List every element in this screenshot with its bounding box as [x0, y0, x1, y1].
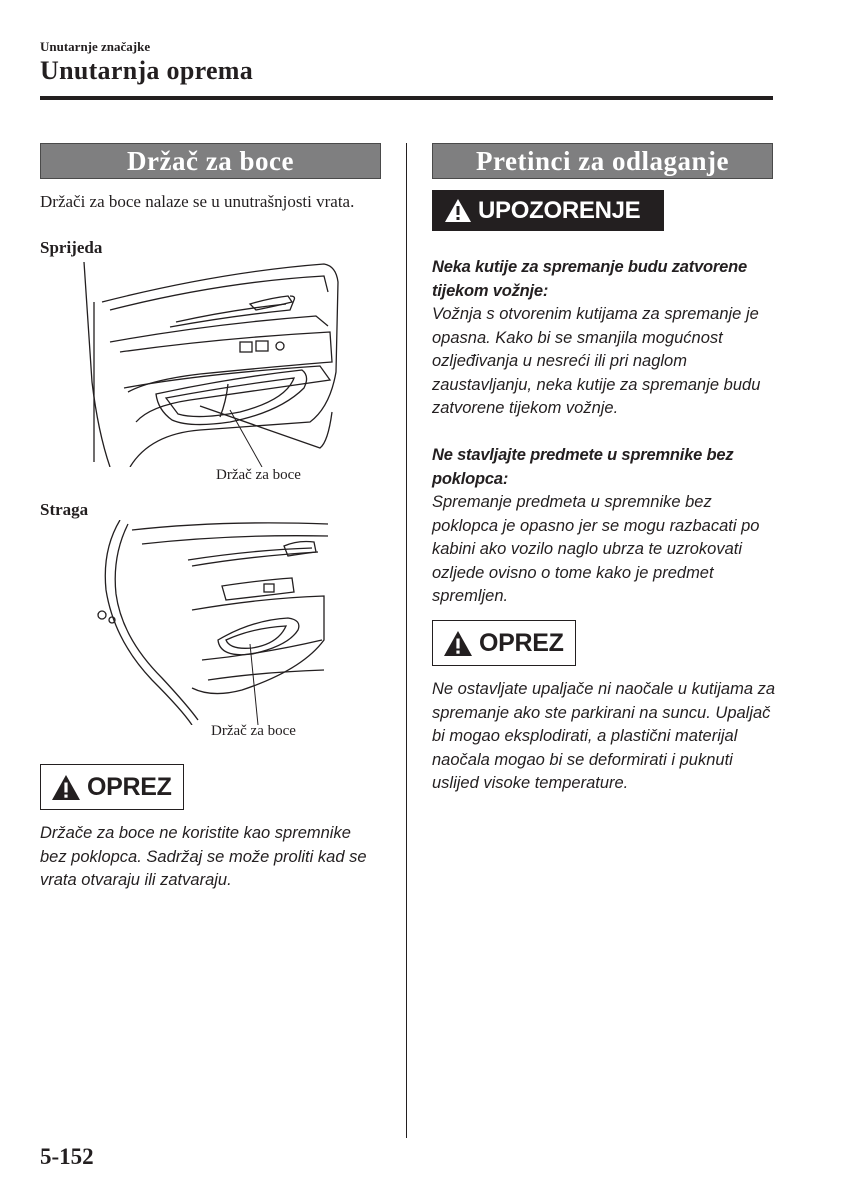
warning-label: UPOZORENJE	[478, 196, 641, 224]
warning-triangle-icon	[443, 630, 473, 657]
warning-triangle-icon	[444, 198, 472, 223]
rear-label: Straga	[40, 500, 89, 519]
chapter-subtitle: Unutarnje značajke	[40, 39, 151, 54]
warning-triangle-icon	[51, 774, 81, 801]
page-number: 5-152	[40, 1144, 94, 1169]
column-divider	[406, 143, 407, 1138]
caution-text-left: Držače za boce ne koristite kao spremnike bez poklopca. Sadržaj se može proliti kad se vrata otvaraju ili zatvaraju.	[40, 824, 367, 889]
header-divider	[40, 96, 773, 100]
section-title-bottle-holder: Držač za boce	[40, 143, 381, 179]
front-label: Sprijeda	[40, 238, 103, 257]
rear-door-illustration	[92, 520, 332, 725]
front-door-illustration	[80, 262, 350, 467]
warning2-text: Spremanje predmeta u spremnike bez poklopca je opasno jer se mogu razbacati po kabini ako vozilo naglo ubrza te uzrokovati ozljede ovisno o tome kako je predmet spremljen.	[432, 493, 760, 605]
warning2-heading: Ne stavljajte predmete u spremnike bez poklopca:	[432, 446, 734, 488]
caution-box-left	[40, 764, 184, 810]
caution-label-right: OPREZ	[479, 628, 564, 657]
section-title-storage: Pretinci za odlaganje	[432, 143, 773, 179]
warning-box	[432, 190, 664, 231]
warning1-text: Vožnja s otvorenim kutijama za spremanje je opasna. Kako bi se smanjila mogućnost ozljeđivanja u nesreći ili pri naglom zaustavljanju, neka kutije za spremanje budu zatvorene tijekom vožnje.	[432, 305, 761, 417]
warning1-heading: Neka kutije za spremanje budu zatvorene tijekom vožnje:	[432, 258, 747, 300]
rear-caption: Držač za boce	[211, 723, 296, 739]
page-title: Unutarnja oprema	[40, 56, 254, 85]
caution-text-right: Ne ostavljate upaljače ni naočale u kutijama za spremanje ako ste parkirani na suncu. Upaljač bi mogao eksplodirati, a plastični materijal naočala mogao bi se deformirati i puknuti uslijed visoke temperature.	[432, 680, 776, 792]
caution-label-left: OPREZ	[87, 772, 172, 801]
front-caption: Držač za boce	[216, 467, 301, 483]
intro-text: Držači za boce nalaze se u unutrašnjosti vrata.	[40, 192, 355, 211]
caution-box-right	[432, 620, 576, 666]
